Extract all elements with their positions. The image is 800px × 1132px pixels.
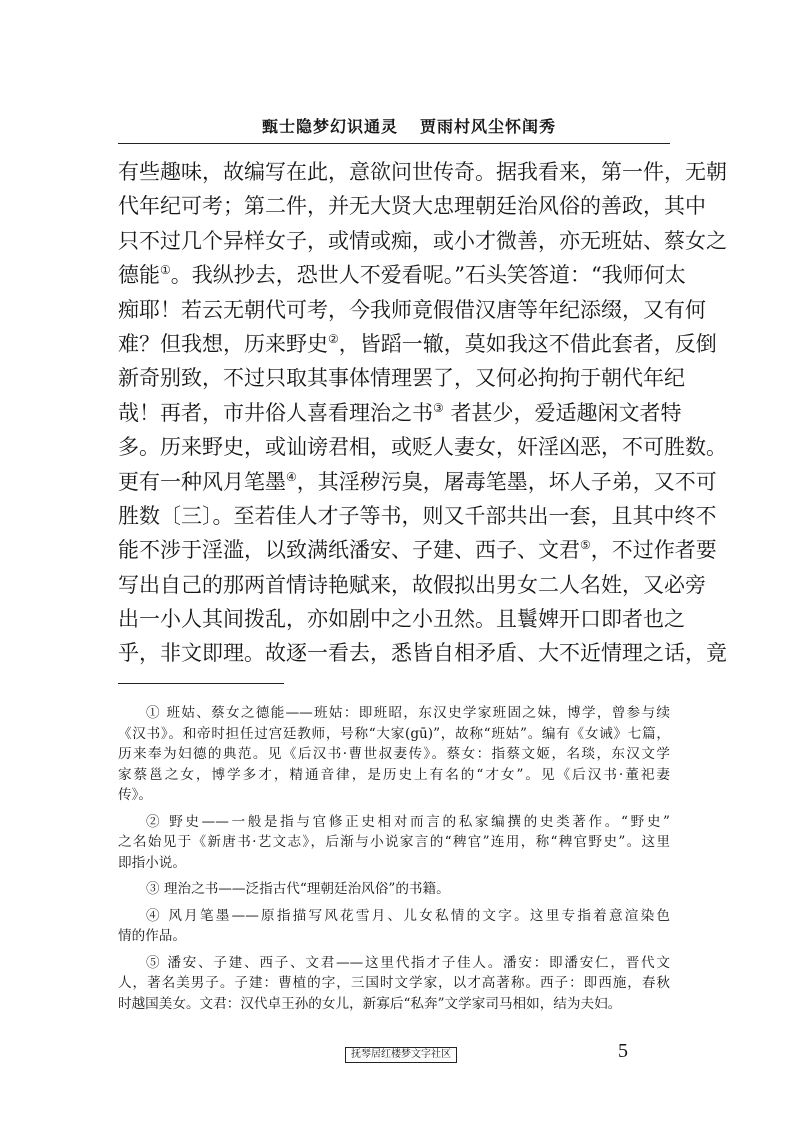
footnote-line: 即指小说。 bbox=[118, 854, 186, 871]
header-rule bbox=[118, 143, 670, 144]
page-number: 5 bbox=[618, 1040, 628, 1062]
footnote-line: 家蔡邕之女，博学多才，精通音律，是历史上有名的“才女”。见《后汉书·董祀妻 bbox=[118, 766, 670, 783]
footnote-line: 之名始见于《新唐书·艺文志》，后渐与小说家言的“稗官”连用，称“稗官野史”。这里 bbox=[118, 834, 670, 850]
footnote-4 bbox=[118, 906, 670, 947]
footnote-5 bbox=[118, 953, 670, 1015]
body-line: 只不过几个异样女子，或情或痴，或小才微善，亦无班姑、蔡女之 bbox=[118, 228, 727, 253]
chapter-title-right: 贾雨村风尘怀闺秀 bbox=[420, 117, 557, 136]
footnote-line: 时越国美女。文君：汉代卓王孙的女儿，新寡后“私奔”文学家司马相如，结为夫妇。 bbox=[118, 995, 622, 1012]
watermark-box: 抚琴居红楼梦文字社区 bbox=[345, 1047, 457, 1063]
body-line: 多。历来野史，或讪谤君相，或贬人妻女，奸淫凶恶，不可胜数。 bbox=[118, 435, 727, 460]
body-line: 难？但我想，历来野史②，皆蹈一辙，莫如我这不借此套者，反倒 bbox=[118, 331, 717, 356]
footnote-line: 传》。 bbox=[118, 787, 152, 803]
footnote-line: 历来奉为妇德的典范。见《后汉书·曹世叔妻传》。蔡女：指蔡文姬，名琰，东汉文学 bbox=[118, 746, 670, 762]
footnote-3 bbox=[118, 879, 670, 900]
footnote-line: ① 班姑、蔡女之德能——班姑：即班昭，东汉史学家班固之妹，博学，曾参与续 bbox=[146, 705, 670, 721]
footnote-line: 人，著名美男子。子建：曹植的字，三国时文学家，以才高著称。西子：即西施，春秋 bbox=[118, 975, 670, 991]
body-line: 乎，非文即理。故逐一看去，悉皆自相矛盾、大不近情理之话，竟 bbox=[118, 641, 727, 666]
footnote-1 bbox=[118, 703, 670, 806]
body-line: 写出自己的那两首情诗艳赋来，故假拟出男女二人名姓，又必旁 bbox=[118, 572, 706, 597]
body-line: 德能①。我纵抄去，恐世人不爱看呢。”石头笑答道：“我师何太 bbox=[118, 263, 686, 288]
body-line: 哉！再者，市井俗人喜看理治之书③ 者甚少，爱适趣闲文者特 bbox=[118, 400, 682, 425]
footnote-line: ③ 理治之书——泛指古代“理朝廷治风俗”的书籍。 bbox=[146, 881, 450, 897]
body-line: 有些趣味，故编写在此，意欲问世传奇。据我看来，第一件，无朝 bbox=[118, 160, 727, 184]
body-line: 胜数〔三〕。至若佳人才子等书，则又千部共出一套，且其中终不 bbox=[118, 503, 717, 528]
running-header bbox=[262, 114, 556, 137]
footnote-line: 情的作品。 bbox=[118, 928, 186, 944]
footnotes bbox=[118, 703, 670, 1020]
body-line: 新奇别致，不过只取其事体情理罢了，又何必拘拘于朝代年纪 bbox=[118, 366, 685, 391]
footnote-rule bbox=[118, 683, 284, 684]
footnote-line: ④ 风月笔墨——原指描写风花雪月、儿女私情的文字。这里专指着意渲染色 bbox=[146, 907, 670, 924]
body-line: 代年纪可考；第二件，并无大贤大忠理朝廷治风俗的善政，其中 bbox=[118, 194, 706, 219]
body-text bbox=[118, 155, 727, 671]
body-line: 出一小人其间拨乱，亦如剧中之小丑然。且鬟婢开口即者也之 bbox=[118, 607, 685, 632]
footnote-2 bbox=[118, 812, 670, 874]
body-line: 更有一种风月笔墨④，其淫秽污臭，屠毒笔墨，坏人子弟，又不可 bbox=[118, 469, 717, 494]
footnote-line: 《汉书》。和帝时担任过宫廷教师，号称“大家(gū)”，故称“班姑”。编有《女诫》七篇， bbox=[118, 725, 670, 742]
body-line: 能不涉于淫滥，以致满纸潘安、子建、西子、文君⑤，不过作者要 bbox=[118, 538, 717, 563]
body-line: 痴耶！若云无朝代可考，今我师竟假借汉唐等年纪添缀，又有何 bbox=[118, 297, 706, 322]
footnote-line: ⑤ 潘安、子建、西子、文君——这里代指才子佳人。潘安：即潘安仁，晋代文 bbox=[146, 954, 670, 971]
footnote-line: ② 野史——一般是指与官修正史相对而言的私家编撰的史类著作。“野史” bbox=[146, 813, 670, 830]
chapter-title-left: 甄士隐梦幻识通灵 bbox=[262, 117, 399, 136]
